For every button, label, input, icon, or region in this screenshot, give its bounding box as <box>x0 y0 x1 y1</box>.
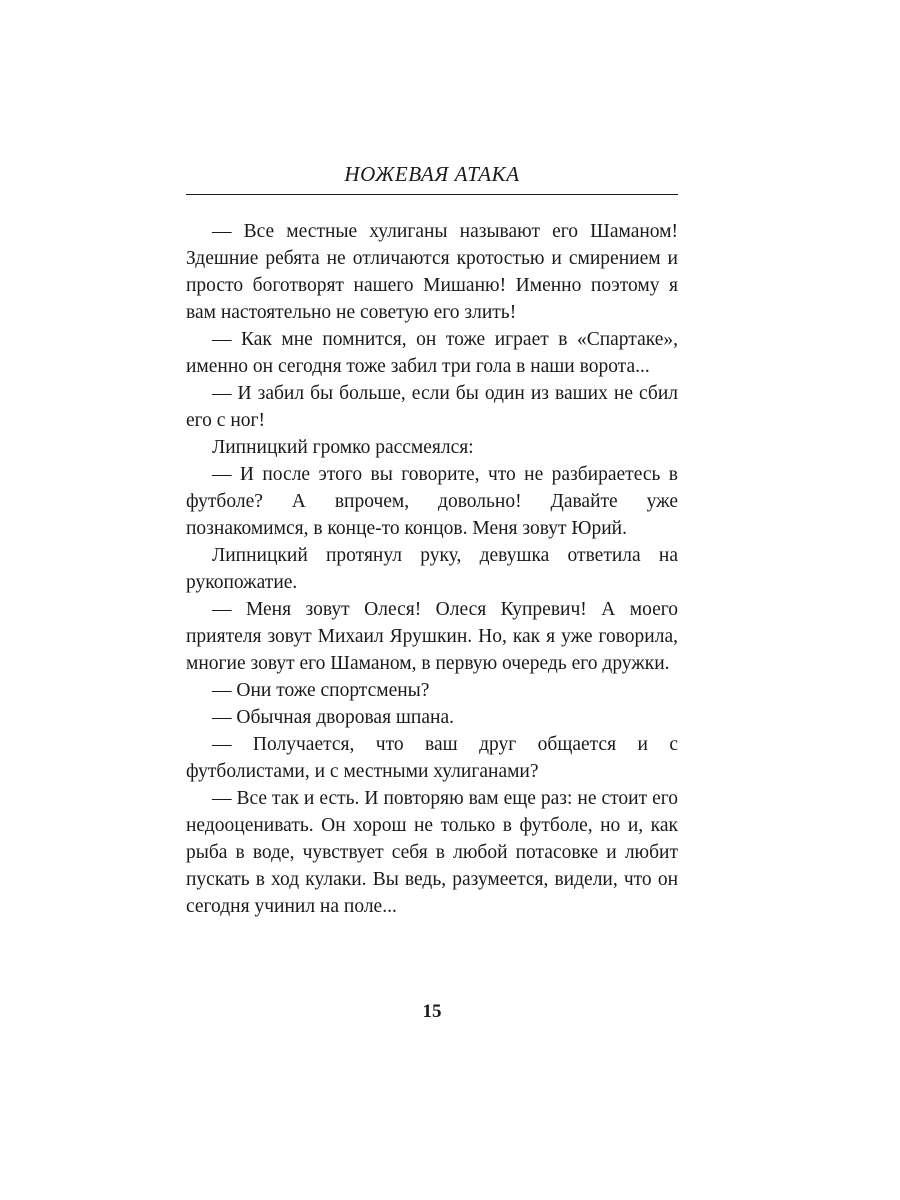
paragraph: Липницкий протянул руку, девушка ответила на рукопожатие. <box>186 545 678 593</box>
paragraph: — Они тоже спортсмены? <box>212 680 430 701</box>
page-number: 15 <box>422 1001 442 1022</box>
running-head: НОЖЕВАЯ АТАКА <box>344 162 520 186</box>
paragraph: — Получается, что ваш друг общается и с футболистами, и с местными хулиганами? <box>186 734 678 782</box>
paragraph: — Меня зовут Олеся! Олеся Купревич! А моего приятеля зовут Михаил Ярушкин. Но, как я уже говорила, многие зовут его Шаманом, в первую очередь его дружки. <box>186 599 678 674</box>
paragraph: — И после этого вы говорите, что не разбираетесь в футболе? А впрочем, довольно! Давайте уже познакомимся, в конце-то концов. Меня зовут Юрий. <box>186 464 678 539</box>
paragraph: — И забил бы больше, если бы один из ваших не сбил его с ног! <box>186 383 678 431</box>
paragraph: Липницкий громко рассмеялся: <box>212 437 474 458</box>
paragraph: — Все так и есть. И повторяю вам еще раз: не стоит его недооценивать. Он хорош не только в футболе, но и, как рыба в воде, чувствует себя в любой потасовке и любит пускать в ход кулаки. Вы ведь, разумеется, видели, что он сегодня учинил на поле... <box>186 788 678 917</box>
paragraph: — Все местные хулиганы называют его Шаманом! Здешние ребята не отличаются кротостью и смирением и просто боготворят нашего Мишаню! Именно поэтому я вам настоятельно не советую его злить! <box>186 221 678 323</box>
paragraph: — Обычная дворовая шпана. <box>212 707 454 728</box>
header-rule <box>186 194 678 195</box>
body-text <box>186 218 678 920</box>
paragraph: — Как мне помнится, он тоже играет в «Спартаке», именно он сегодня тоже забил три гола в наши ворота... <box>186 329 678 377</box>
